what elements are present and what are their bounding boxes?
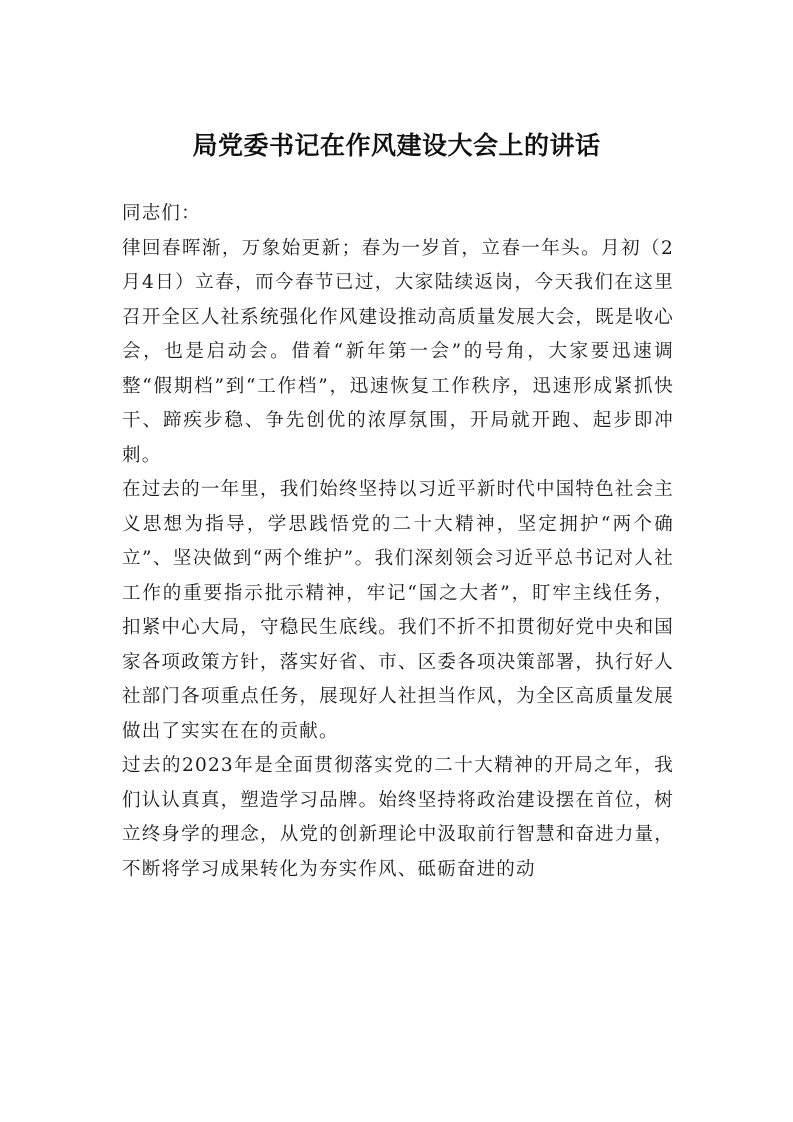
document-title: 局党委书记在作风建设大会上的讲话 xyxy=(192,131,601,160)
salutation: 同志们： xyxy=(122,203,201,224)
paragraph-3: 过去的2023年是全面贯彻落实党的二十大精神的开局之年，我们认认真真，塑造学习品牌。始终坚持将政治建设摆在首位，树立终身学的理念，从党的创新理论中汲取前行智慧和奋进力量，不断将学习成果转化为夯实作风、砥砺奋进的动 xyxy=(122,755,674,880)
paragraph-2: 在过去的一年里，我们始终坚持以习近平新时代中国特色社会主义思想为指导，学思践悟党的二十大精神，坚定拥护“两个确立”、坚决做到“两个维护”。我们深刻领会习近平总书记对人社工作的重要指示批示精神，牢记“国之大者”，盯牢主线任务，扣紧中心大局，守稳民生底线。我们不折不扣贯彻好党中央和国家各项政策方针，落实好省、市、区委各项决策部署，执行好人社部门各项重点任务，展现好人社担当作风，为全区高质量发展做出了实实在在的贡献。 xyxy=(122,479,674,742)
paragraph-1: 律回春晖渐，万象始更新；春为一岁首，立春一年头。月初（2月4日）立春，而今春节已过，大家陆续返岗，今天我们在这里召开全区人社系统强化作风建设推动高质量发展大会，既是收心会，也是启动会。借着“新年第一会”的号角，大家要迅速调整“假期档”到“工作档”，迅速恢复工作秩序，迅速形成紧抓快干、蹄疾步稳、争先创优的浓厚氛围，开局就开跑、起步即冲刺。 xyxy=(122,237,674,466)
document-body xyxy=(122,197,674,887)
